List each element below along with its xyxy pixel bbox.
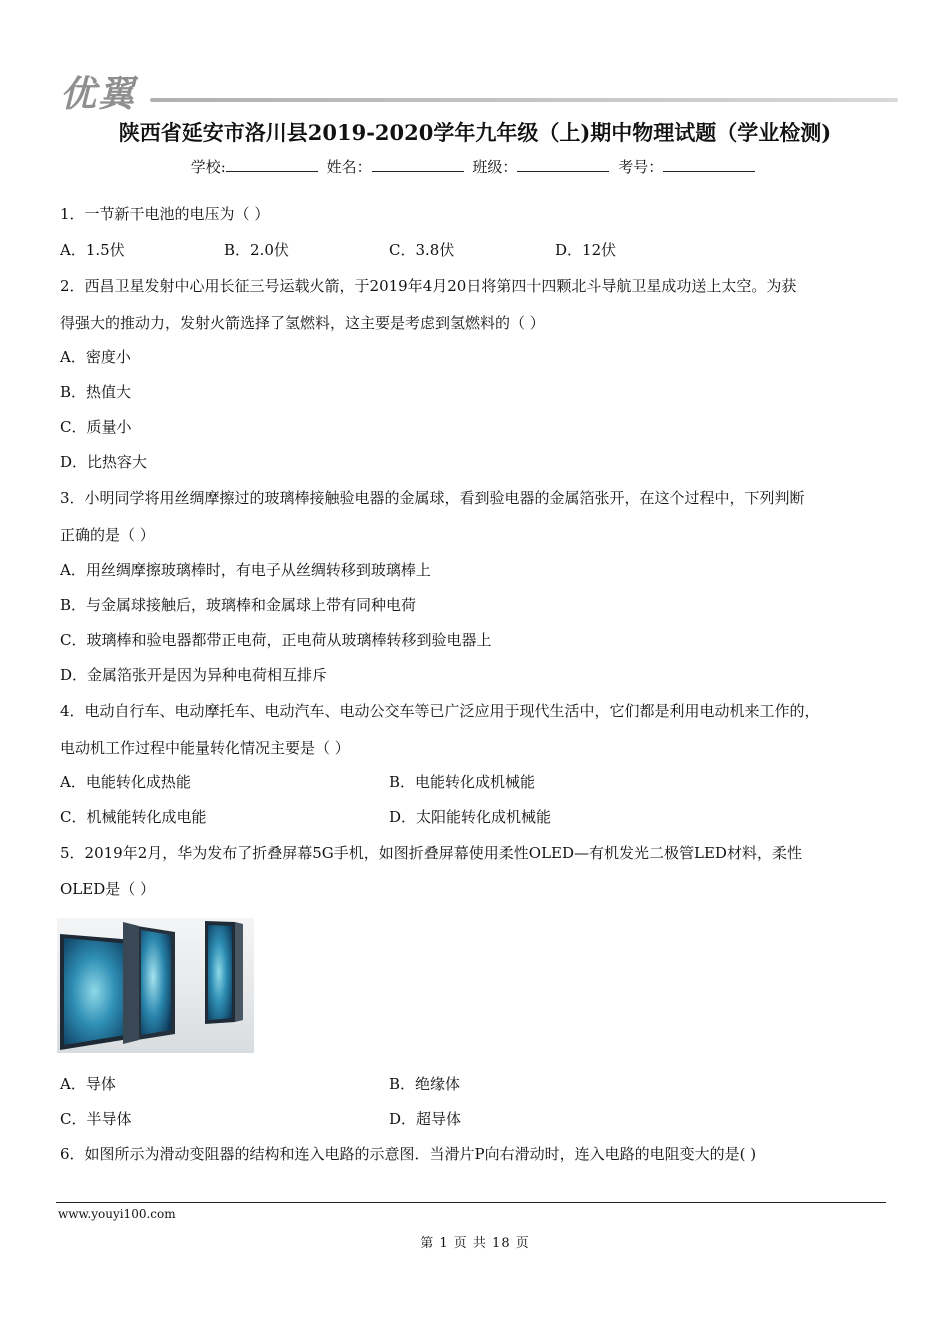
q2-option-b: B．热值大 bbox=[60, 383, 132, 401]
q1-option-a: A．1.5伏 bbox=[60, 241, 125, 259]
name-blank[interactable] bbox=[372, 157, 464, 172]
question-3-stem-line2: 正确的是（ ） bbox=[60, 526, 155, 544]
q5-option-c: C．半导体 bbox=[60, 1110, 132, 1128]
question-2-stem-line2: 得强大的推动力，发射火箭选择了氢燃料，这主要是考虑到氢燃料的（ ） bbox=[60, 314, 545, 332]
number-label: 考号： bbox=[618, 158, 664, 176]
q5-option-d: D．超导体 bbox=[389, 1110, 462, 1128]
q3-option-a: A．用丝绸摩擦玻璃棒时，有电子从丝绸转移到玻璃棒上 bbox=[60, 561, 431, 579]
class-blank[interactable] bbox=[517, 157, 609, 172]
q1-option-b: B．2.0伏 bbox=[224, 241, 289, 259]
page-number: 第 1 页 共 18 页 bbox=[420, 1236, 530, 1251]
question-4-stem-line1: 4．电动自行车、电动摩托车、电动汽车、电动公交车等已广泛应用于现代生活中，它们都是利用电动机来工作的， bbox=[60, 702, 820, 720]
q3-option-d: D．金属箔张开是因为异种电荷相互排斥 bbox=[60, 666, 328, 684]
header-divider bbox=[150, 98, 898, 102]
q1-option-c: C．3.8伏 bbox=[389, 241, 455, 259]
question-4-stem-line2: 电动机工作过程中能量转化情况主要是（ ） bbox=[60, 739, 350, 757]
question-5-stem-line1: 5．2019年2月，华为发布了折叠屏幕5G手机，如图折叠屏幕使用柔性OLED—有机发光二极管LED材料，柔性 bbox=[60, 844, 802, 862]
youyi-logo: 优翼 bbox=[60, 74, 137, 115]
class-label: 班级： bbox=[472, 158, 518, 176]
q5-option-b: B．绝缘体 bbox=[389, 1075, 461, 1093]
q2-option-a: A．密度小 bbox=[60, 348, 131, 366]
foldable-phone-image bbox=[57, 918, 254, 1053]
question-6-stem: 6．如图所示为滑动变阻器的结构和连入电路的示意图．当滑片P向右滑动时，连入电路的电阻变大的是( ) bbox=[60, 1145, 757, 1163]
school-blank[interactable] bbox=[226, 157, 318, 172]
q4-option-b: B．电能转化成机械能 bbox=[389, 773, 536, 791]
name-label: 姓名： bbox=[326, 158, 372, 176]
exam-title: 陕西省延安市洛川县2019-2020学年九年级（上)期中物理试题（学业检测) bbox=[118, 120, 832, 145]
q1-option-d: D．12伏 bbox=[555, 241, 617, 259]
q2-option-c: C．质量小 bbox=[60, 418, 132, 436]
q3-option-c: C．玻璃棒和验电器都带正电荷，正电荷从玻璃棒转移到验电器上 bbox=[60, 631, 492, 649]
question-5-stem-line2: OLED是（ ） bbox=[60, 880, 156, 898]
q3-option-b: B．与金属球接触后，玻璃棒和金属球上带有同种电荷 bbox=[60, 596, 417, 614]
q4-option-c: C．机械能转化成电能 bbox=[60, 808, 207, 826]
number-blank[interactable] bbox=[663, 157, 755, 172]
q5-option-a: A．导体 bbox=[60, 1075, 116, 1093]
question-1-stem: 1．一节新干电池的电压为（ ） bbox=[60, 205, 270, 223]
school-label: 学校: bbox=[190, 158, 226, 176]
q4-option-d: D．太阳能转化成机械能 bbox=[389, 808, 552, 826]
question-3-stem-line1: 3．小明同学将用丝绸摩擦过的玻璃棒接触验电器的金属球，看到验电器的金属箔张开，在这个过程中，下列判断 bbox=[60, 489, 805, 507]
question-2-stem-line1: 2．西昌卫星发射中心用长征三号运载火箭，于2019年4月20日将第四十四颗北斗导航卫星成功送上太空。为获 bbox=[60, 277, 797, 295]
student-info-row bbox=[0, 156, 950, 177]
footer-site-url[interactable]: www.youyi100.com bbox=[58, 1207, 176, 1221]
footer-divider bbox=[56, 1202, 886, 1203]
q2-option-d: D．比热容大 bbox=[60, 453, 148, 471]
q4-option-a: A．电能转化成热能 bbox=[60, 773, 191, 791]
